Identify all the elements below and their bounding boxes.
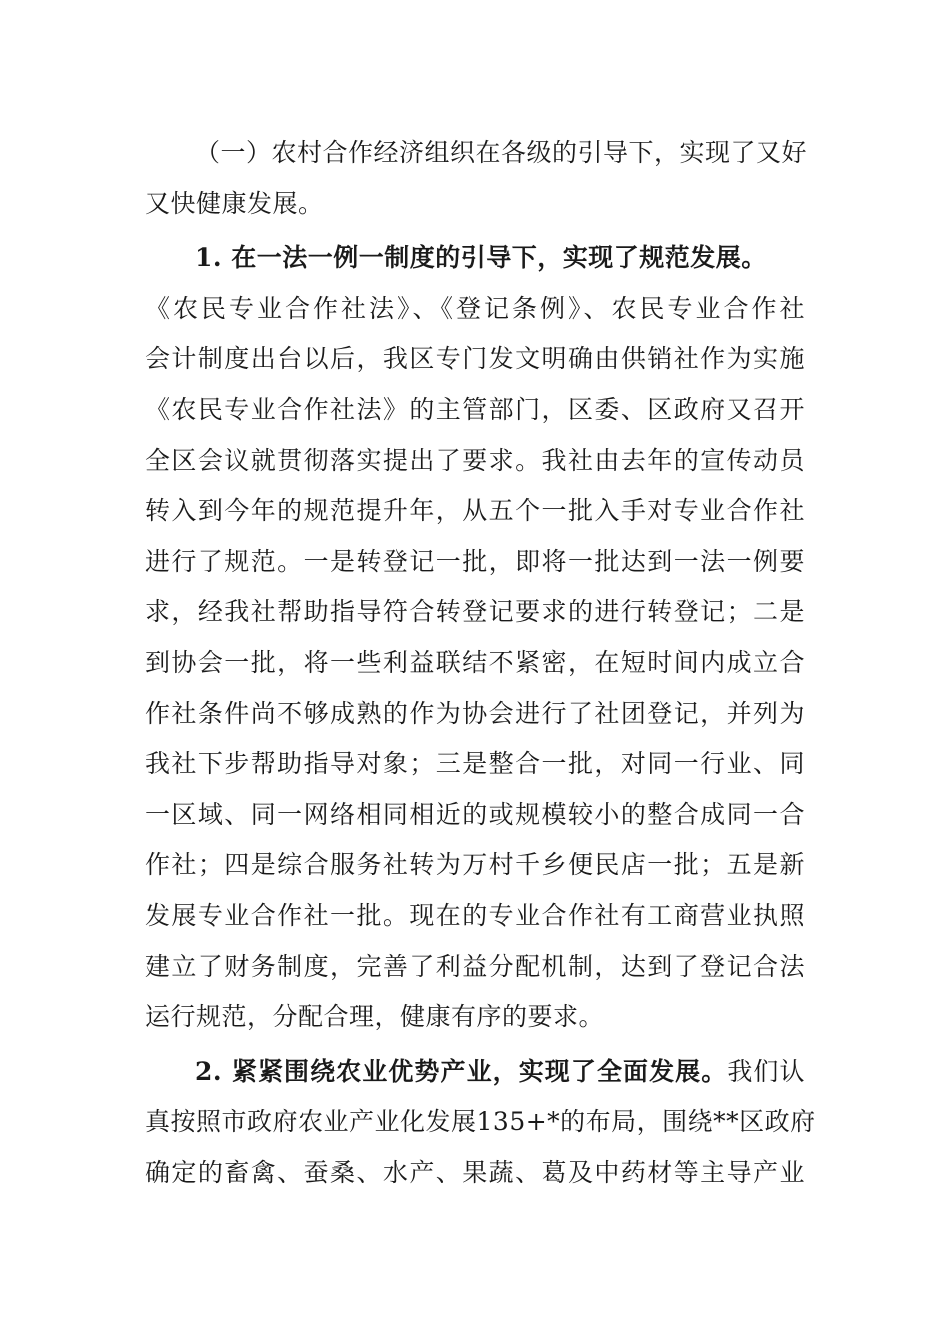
item1-line: 建立了财务制度，完善了利益分配机制，达到了登记合法 (145, 951, 805, 981)
item1-body (145, 284, 805, 1043)
item2-heading: 2. 紧紧围绕农业优势产业，实现了全面发展。 (195, 1056, 728, 1086)
item1-heading: 1. 在一法一例一制度的引导下，实现了规范发展。 (195, 243, 767, 273)
section-title-line-1: （一）农村合作经济组织在各级的引导下，实现了又好 (195, 138, 808, 167)
item1-line: 全区会议就贯彻落实提出了要求。我社由去年的宣传动员 (145, 445, 805, 475)
item2-body (145, 1097, 816, 1198)
item2-line: 真按照市政府农业产业化发展135+*的布局，围绕**区政府 (145, 1107, 816, 1137)
item1-line: 进行了规范。一是转登记一批，即将一批达到一法一例要 (145, 546, 805, 576)
item1-line: 运行规范，分配合理，健康有序的要求。 (145, 1002, 605, 1032)
item1-line: 会计制度出台以后，我区专门发文明确由供销社作为实施 (145, 344, 805, 374)
item1-line: 《农民专业合作社法》的主管部门，区委、区政府又召开 (145, 394, 805, 424)
section-title-line-2: 又快健康发展。 (145, 188, 324, 218)
item1-line: 作社条件尚不够成熟的作为协会进行了社团登记，并列为 (145, 698, 805, 728)
item1-line: 一区域、同一网络相同相近的或规模较小的整合成同一合 (145, 799, 805, 829)
item1-line: 转入到今年的规范提升年，从五个一批入手对专业合作社 (145, 496, 805, 526)
item2-line: 确定的畜禽、蚕桑、水产、果蔬、葛及中药材等主导产业 (145, 1157, 805, 1187)
item1-line: 作社；四是综合服务社转为万村千乡便民店一批；五是新 (145, 850, 805, 880)
item2-heading-line (145, 1047, 805, 1098)
item2-heading-rest: 我们认 (727, 1056, 805, 1086)
item1-line: 发展专业合作社一批。现在的专业合作社有工商营业执照 (145, 900, 805, 930)
document-page (145, 128, 816, 1198)
item1-line: 求，经我社帮助指导符合转登记要求的进行转登记；二是 (145, 597, 805, 627)
item1-line: 到协会一批，将一些利益联结不紧密，在短时间内成立合 (145, 647, 805, 677)
item1-line: 我社下步帮助指导对象；三是整合一批，对同一行业、同 (145, 749, 805, 779)
item1-line: 《农民专业合作社法》、《登记条例》、农民专业合作社 (145, 293, 805, 323)
